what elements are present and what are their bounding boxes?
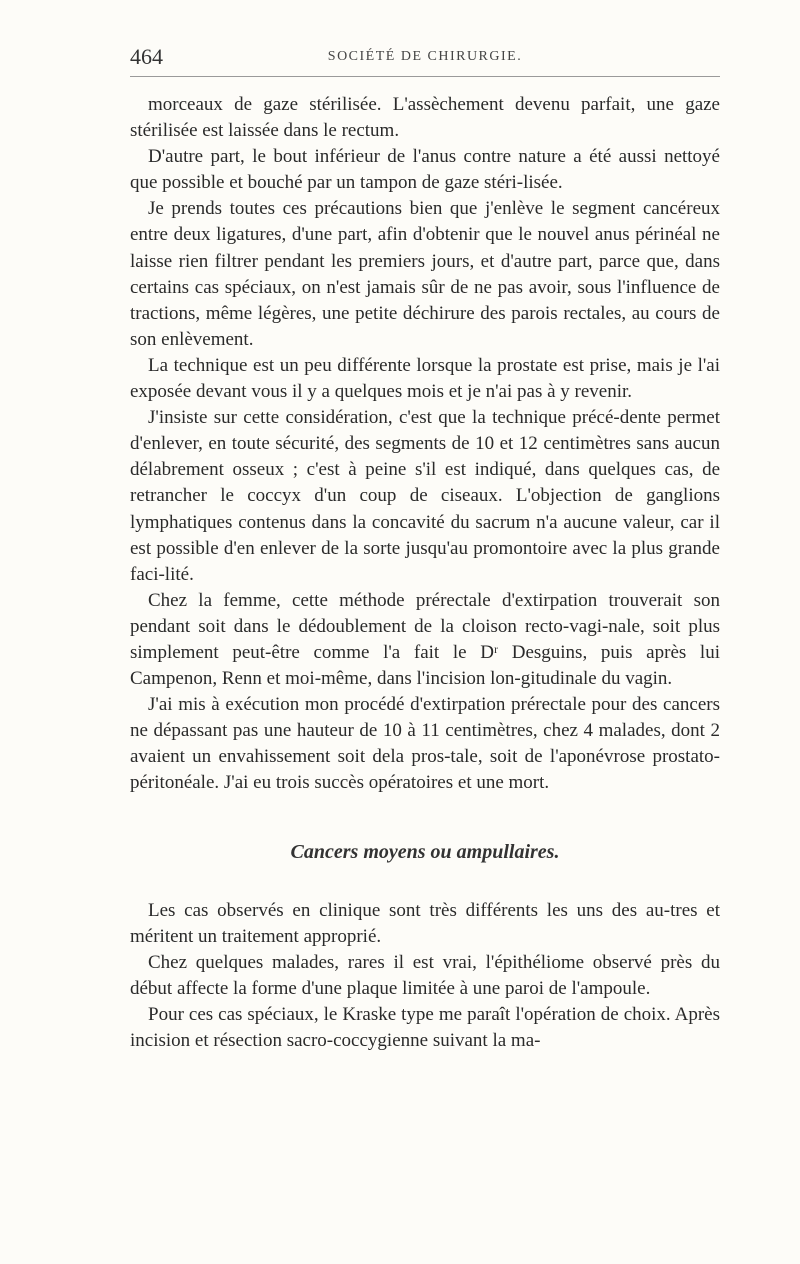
paragraph: Chez la femme, cette méthode prérectale d'extirpation trouverait son pendant soit dans le dédoublement de la cloison recto-vagi-nale, soit plus simplement peut-être comme l'a fait le Dʳ Desguins, puis après lui Campenon, Renn et moi-même, dans l'incision lon-gitudinale du vagin. [130,589,720,690]
paragraph: J'ai mis à exécution mon procédé d'extirpation prérectale pour des cancers ne dépassant pas une hauteur de 10 à 11 centimètres, chez 4 malades, dont 2 avaient un envahissement soit dela pros-tale, soit de l'aponévrose prostato-péritonéale. J'ai eu trois succès opératoires et une mort. [130,694,720,794]
paragraph: Pour ces cas spéciaux, le Kraske type me paraît l'opération de choix. Après incision et résection sacro-coccygienne suivant la ma- [130,1003,720,1051]
paragraph: La technique est un peu différente lorsque la prostate est prise, mais je l'ai exposée devant vous il y a quelques mois et je n'ai pas à y revenir. [130,354,720,403]
running-title: SOCIÉTÉ DE CHIRURGIE. [327,49,523,64]
paragraph: morceaux de gaze stérilisée. L'assèchement devenu parfait, une gaze stérilisée est laissée dans le rectum. [130,94,720,142]
paragraph: Je prends toutes ces précautions bien que j'enlève le segment cancéreux entre deux ligatures, d'une part, afin d'obtenir que le nouvel anus périnéal ne laisse rien filtrer pendant les premiers jours, et d'autre part, parce que, dans certains cas spéciaux, on n'est jamais sûr de ne pas avoir, sous l'influence de tractions, même légères, une petite déchirure des parois rectales, au cours de son enlèvement. [130,198,720,350]
paragraph: Les cas observés en clinique sont très différents les uns des au-tres et méritent un traitement approprié. [130,899,720,947]
page-header [130,40,720,72]
header-rule [130,76,720,77]
page-number: 464 [130,44,163,69]
body-text [130,92,720,1054]
paragraph: D'autre part, le bout inférieur de l'anus contre nature a été aussi nettoyé que possible et bouché par un tampon de gaze stéri-lisée. [130,146,720,194]
section-heading: Cancers moyens ou ampullaires. [290,840,560,863]
paragraph: J'insiste sur cette considération, c'est que la technique précé-dente permet d'enlever, en toute sécurité, des segments de 10 et 12 centimètres sans aucun délabrement osseux ; c'est à peine s'il est indiqué, dans quelques cas, de retrancher le coccyx d'un coup de ciseaux. L'objection de ganglions lymphatiques contenus dans la concavité du sacrum n'a aucune valeur, car il est possible d'en enlever de la sorte jusqu'au promontoire avec la plus grande faci-lité. [130,407,720,585]
paragraph: Chez quelques malades, rares il est vrai, l'épithéliome observé près du début affecte la forme d'une plaque limitée à une paroi de l'ampoule. [130,951,720,999]
